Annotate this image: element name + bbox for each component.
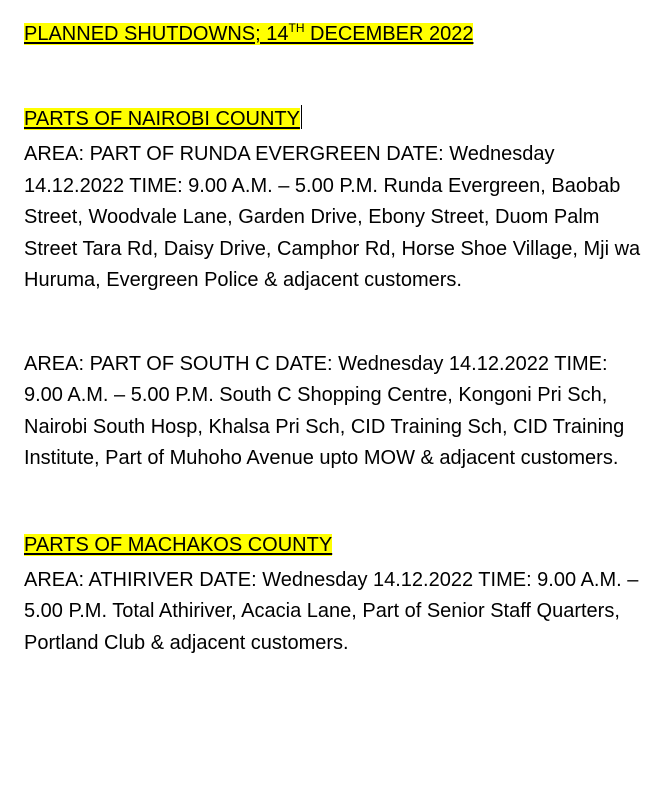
section-heading-nairobi-text: PARTS OF NAIROBI COUNTY	[24, 108, 300, 130]
section-heading-machakos-text: PARTS OF MACHAKOS COUNTY	[24, 533, 333, 556]
area-paragraph-south-c: AREA: PART OF SOUTH C DATE: Wednesday 14.12.2022 TIME: 9.00 A.M. – 5.00 P.M. South C Shopping Centre, Kongoni Pri Sch, Nairobi South Hosp, Khalsa Pri Sch, CID Training Sch, CID Training Institute, Part of Muhoho Avenue upto MOW & adjacent customers.	[24, 352, 625, 469]
title-superscript: TH	[288, 21, 305, 35]
section-heading-machakos	[24, 525, 649, 565]
area-paragraph-runda: AREA: PART OF RUNDA EVERGREEN DATE: Wednesday 14.12.2022 TIME: 9.00 A.M. – 5.00 P.M. Runda Evergreen, Baobab Street, Woodvale Lane, Garden Drive, Ebony Street, Duom Palm Street Tara Rd, Daisy Drive, Camphor Rd, Horse Shoe Village, Mji wa Huruma, Evergreen Police & adjacent customers.	[24, 143, 641, 291]
document-title	[24, 14, 649, 54]
text-cursor	[301, 105, 302, 129]
document-page	[24, 14, 649, 659]
section-heading-nairobi	[24, 99, 649, 139]
title-highlight: PLANNED SHUTDOWNS; 14TH DECEMBER 2022	[24, 21, 474, 45]
area-paragraph-athiriver: AREA: ATHIRIVER DATE: Wednesday 14.12.2022 TIME: 9.00 A.M. – 5.00 P.M. Total Athiriver, Acacia Lane, Part of Senior Staff Quarters, Portland Club & adjacent customers.	[24, 568, 639, 654]
